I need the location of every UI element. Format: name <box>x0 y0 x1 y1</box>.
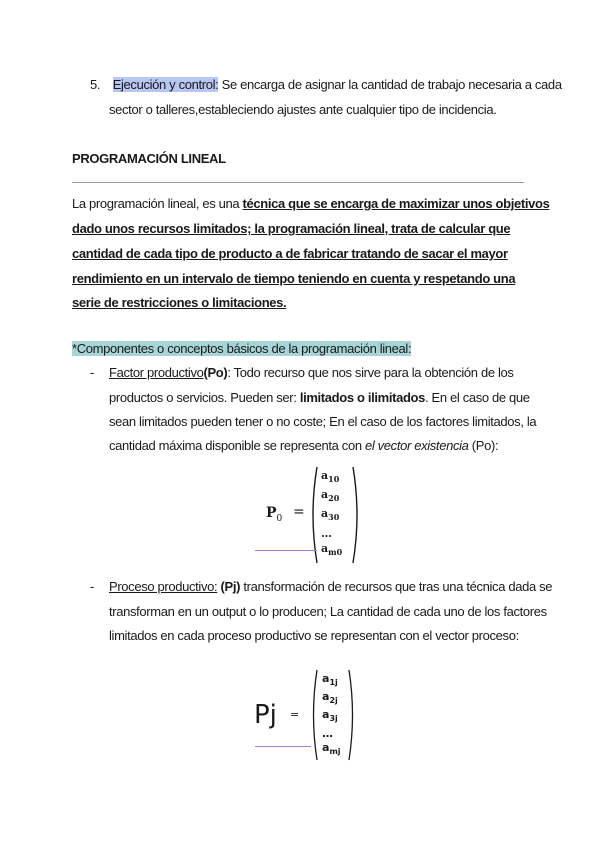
matrix-entry <box>321 468 342 487</box>
factor-code: (Po) <box>203 365 228 380</box>
matrix-entry-base: a <box>321 469 329 482</box>
matrix-2-underline <box>255 746 311 747</box>
proceso-line-2: transforman en un output o lo producen; La cantidad de cada uno de los factores <box>109 604 547 619</box>
matrix-entry-subscript: 10 <box>328 474 340 485</box>
bullet-dash: - <box>90 579 94 594</box>
matrix-entry-base: a <box>322 672 330 685</box>
matrix-entry-subscript: mj <box>329 746 341 756</box>
factor-text: productos o servicios. Pueden ser: <box>109 390 300 405</box>
factor-text: cantidad máxima disponible se representa con <box>109 438 365 453</box>
factor-line-2 <box>109 390 530 405</box>
matrix-entry-base: … <box>321 526 332 540</box>
matrix-entry <box>321 541 342 560</box>
matrix-entry-base: a <box>321 541 329 555</box>
intro-text: La programación lineal, es una <box>72 196 243 211</box>
item-5-title: Ejecución y control: <box>112 77 219 92</box>
factor-text: . En el caso de que <box>425 390 530 405</box>
proceso-text: transformación de recursos que tras una técnica dada se <box>240 579 553 594</box>
matrix-entry-subscript: 3j <box>329 714 338 724</box>
matrix-entry-subscript: m0 <box>328 546 343 557</box>
matrix-2-label: Pj <box>254 700 277 730</box>
matrix-entry-subscript: 1j <box>329 678 338 688</box>
matrix-entry <box>321 526 342 541</box>
bullet-dash: - <box>90 365 94 380</box>
matrix-1-entries <box>321 468 342 560</box>
intro-line-5: serie de restricciones o limitaciones. <box>72 295 287 310</box>
matrix-entry-base: a <box>322 690 330 704</box>
matrix-1-label <box>266 505 282 524</box>
matrix-entry-subscript: 2j <box>329 696 338 706</box>
matrix-1-underline <box>255 550 317 551</box>
intro-line-2: dado unos recursos limitados; la programación lineal, trata de calcular que <box>72 221 511 236</box>
factor-line-1 <box>109 365 514 380</box>
matrix-entry <box>322 708 341 726</box>
item-5-number: 5. <box>90 77 101 92</box>
intro-emphasis: técnica que se encarga de maximizar unos objetivos <box>242 196 550 211</box>
proceso-code: (Pj) <box>220 579 241 594</box>
matrix-entry-base: … <box>322 726 333 740</box>
matrix-entry <box>322 727 341 741</box>
factor-title: Factor productivo <box>109 365 204 380</box>
intro-line-3: cantidad de cada tipo de producto a de fabricar tratando de sacar el mayor <box>72 246 508 261</box>
factor-text: : Todo recurso que nos sirve para la obtención de los <box>227 365 514 380</box>
matrix-entry-base: a <box>321 488 329 502</box>
matrix-1-symbol: P <box>266 505 277 521</box>
matrix-entry-base: a <box>322 708 330 722</box>
components-heading: *Componentes o conceptos básicos de la programación lineal: <box>72 341 412 356</box>
factor-italic: el vector existencia <box>364 438 469 453</box>
factor-text: (Po): <box>468 438 499 453</box>
proceso-line-3: limitados en cada proceso productivo se representan con el vector proceso: <box>109 628 519 643</box>
matrix-entry <box>321 506 342 525</box>
matrix-1-subscript: 0 <box>276 513 283 524</box>
matrix-entry <box>322 690 341 708</box>
factor-line-4 <box>109 438 498 453</box>
intro-line-1 <box>72 196 549 211</box>
matrix-entry-base: a <box>321 507 329 521</box>
horizontal-rule <box>72 182 524 183</box>
proceso-title: Proceso productivo: <box>109 579 218 594</box>
matrix-entry <box>322 741 341 759</box>
matrix-entry-subscript: 30 <box>328 512 340 523</box>
matrix-1-equals: = <box>293 504 305 520</box>
matrix-2-entries <box>322 672 341 759</box>
item-5-line-2: sector o talleres,estableciendo ajustes ante cualquier tipo de incidencia. <box>109 102 497 117</box>
factor-bold: limitados o ilimitados <box>299 390 426 405</box>
matrix-2-equals: = <box>290 708 300 721</box>
matrix-entry-base: a <box>322 740 330 754</box>
item-5-line-1 <box>90 77 562 92</box>
factor-line-3: sean limitados pueden tener o no coste; En el caso de los factores limitados, la <box>109 414 537 429</box>
matrix-entry <box>322 672 341 690</box>
intro-line-4: rendimiento en un intervalo de tiempo teniendo en cuenta y respetando una <box>72 271 516 286</box>
section-heading: PROGRAMACIÓN LINEAL <box>72 151 226 166</box>
matrix-entry-subscript: 20 <box>328 493 340 504</box>
proceso-line-1 <box>109 579 552 594</box>
item-5-text: Se encarga de asignar la cantidad de trabajo necesaria a cada <box>218 77 562 92</box>
matrix-entry <box>321 487 342 506</box>
